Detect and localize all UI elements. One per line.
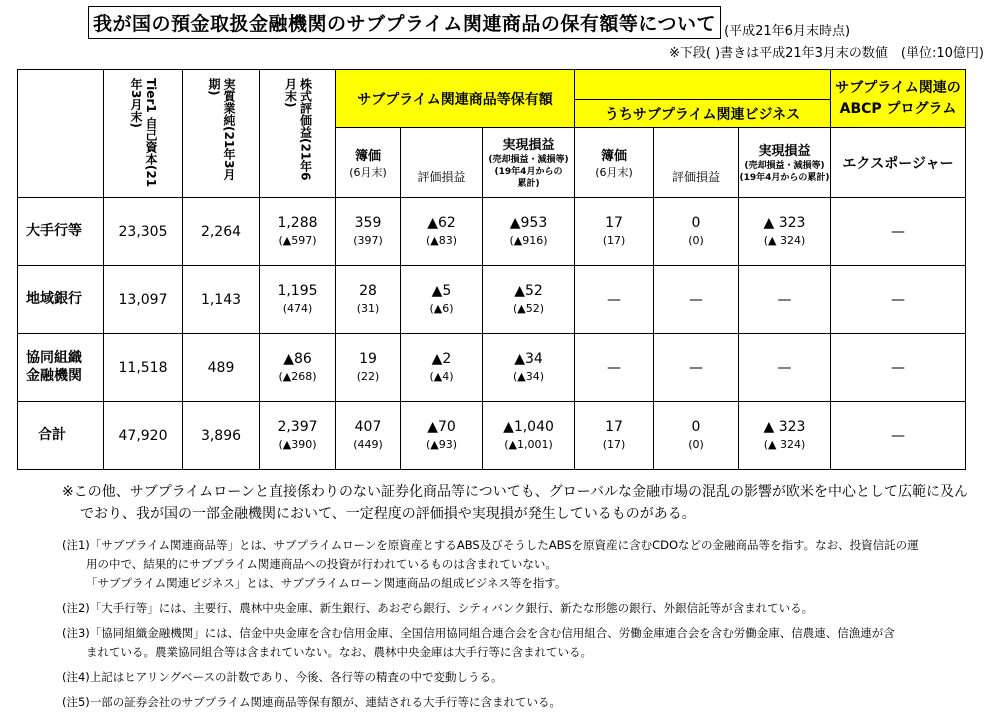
cell-kabu: 1,288 (▲597) (260, 198, 336, 266)
cell-b-boka: 17 (17) (575, 198, 654, 266)
note-1: (注1)「サブプライム関連商品等」とは、サブプライムローンを原資産とするABS及びそうしたABSを原資産に含むCDOなどの金融商品等を指す。なお、投資信託の運 用の中で、結果的にサブプライム関連商品への投資が行われているものは含まれていない。 「サブプライム関連ビジネス」とは、サブプライムローン関連商品の組成ビジネス等を指す。 (62, 537, 919, 590)
header-boka: 簿価 (6月末) (336, 128, 401, 198)
row-label: 大手行等 (18, 198, 104, 266)
cell-b-jitsugen: — (739, 266, 831, 334)
header-kabushiki: 株式評価益(21年6月末) (260, 70, 336, 198)
cell-hyoka: ▲2 (▲4) (401, 334, 483, 402)
note-2: (注2)「大手行等」には、主要行、農林中央金庫、新生銀行、あおぞら銀行、シティバンク銀行、新たな形態の銀行、外銀信託等が含まれている。 (62, 600, 814, 615)
cell-b-boka: 17 (17) (575, 402, 654, 470)
table-row (18, 402, 966, 470)
cell-b-hyoka: 0 (0) (654, 402, 739, 470)
cell-b-hyoka: 0 (0) (654, 198, 739, 266)
cell-jitsugen: ▲52 (▲52) (483, 266, 575, 334)
cell-abcp: — (831, 266, 966, 334)
cell-b-hyoka: — (654, 334, 739, 402)
note-5: (注5)一部の証券会社のサブプライム関連商品等保有額が、連結される大手行等に含まれている。 (62, 694, 561, 709)
cell-boka: 359 (397) (336, 198, 401, 266)
header-uchi-business: うちサブプライム関連ビジネス (575, 100, 831, 128)
cell-abcp: — (831, 334, 966, 402)
cell-kabu: ▲86 (▲268) (260, 334, 336, 402)
cell-hyoka: ▲70 (▲93) (401, 402, 483, 470)
title-date-note: (平成21年6月末時点) (724, 24, 851, 39)
holdings-table (17, 69, 966, 470)
note-4: (注4)上記はヒアリングベースの計数であり、今後、各行等の精査の中で変動しうる。 (62, 669, 503, 684)
cell-jitsugen: ▲1,040 (▲1,001) (483, 402, 575, 470)
title-area (88, 6, 850, 39)
header-jitsugen: 実現損益 (売却損益・減損等) (19年4月からの 累計) (483, 128, 575, 198)
header-b-boka: 簿価 (6月末) (575, 128, 654, 198)
header-subprime-holdings: サブプライム関連商品等保有額 (336, 70, 575, 128)
header-abcp: サブプライム関連の ABCP プログラム (831, 70, 966, 128)
cell-jisshitsu: 1,143 (183, 266, 260, 334)
footnotes (62, 481, 982, 718)
header-tier1: Tier1 自己資本(21年3月末) (104, 70, 183, 198)
cell-tier1: 13,097 (104, 266, 183, 334)
table-row (18, 266, 966, 334)
cell-tier1: 11,518 (104, 334, 183, 402)
cell-hyoka: ▲62 (▲83) (401, 198, 483, 266)
unit-note: ※下段( )書きは平成21年3月末の数値 (単位:10億円) (668, 46, 984, 61)
row-label: 地域銀行 (18, 266, 104, 334)
header-b-jitsugen: 実現損益 (売却損益・減損等) (19年4月からの累計) (739, 128, 831, 198)
table-row (18, 334, 966, 402)
cell-kabu: 2,397 (▲390) (260, 402, 336, 470)
header-exposure: エクスポージャー (831, 128, 966, 198)
cell-abcp: — (831, 198, 966, 266)
cell-jisshitsu: 489 (183, 334, 260, 402)
cell-jitsugen: ▲953 (▲916) (483, 198, 575, 266)
table-row (18, 198, 966, 266)
row-label: 協同組織 金融機関 (18, 334, 104, 402)
cell-boka: 19 (22) (336, 334, 401, 402)
cell-b-jitsugen: ▲ 323 (▲ 324) (739, 198, 831, 266)
page-title: 我が国の預金取扱金融機関のサブプライム関連商品の保有額等について (88, 6, 721, 39)
cell-kabu: 1,195 (474) (260, 266, 336, 334)
cell-b-jitsugen: — (739, 334, 831, 402)
header-corner (18, 70, 104, 198)
main-note: ※この他、サブプライムローンと直接係わりのない証券化商品等についても、グローバルな金融市場の混乱の影響が欧米を中心として広範に及ん でおり、我が国の一部金融機関において、一定程度の評価損や実現損が発生しているものがある。 (62, 484, 969, 523)
row-label: 合計 (18, 402, 104, 470)
cell-b-jitsugen: ▲ 323 (▲ 324) (739, 402, 831, 470)
cell-boka: 407 (449) (336, 402, 401, 470)
header-b-hyoka: 評価損益 (654, 128, 739, 198)
cell-abcp: — (831, 402, 966, 470)
cell-jitsugen: ▲34 (▲34) (483, 334, 575, 402)
cell-b-boka: — (575, 334, 654, 402)
cell-boka: 28 (31) (336, 266, 401, 334)
cell-jisshitsu: 2,264 (183, 198, 260, 266)
cell-tier1: 47,920 (104, 402, 183, 470)
header-jisshitsu: 実質業純(21年3月期) (183, 70, 260, 198)
header-spacer (575, 70, 831, 100)
header-hyoka: 評価損益 (401, 128, 483, 198)
cell-b-boka: — (575, 266, 654, 334)
note-3: (注3)「協同組織金融機関」には、信金中央金庫を含む信用金庫、全国信用協同組合連合会を含む信用組合、労働金庫連合会を含む労働金庫、信農連、信漁連が含 まれている。農業協同組合等は含まれていない。なお、農林中央金庫は大手行等に含まれている。 (62, 625, 895, 659)
cell-b-hyoka: — (654, 266, 739, 334)
cell-jisshitsu: 3,896 (183, 402, 260, 470)
cell-hyoka: ▲5 (▲6) (401, 266, 483, 334)
cell-tier1: 23,305 (104, 198, 183, 266)
